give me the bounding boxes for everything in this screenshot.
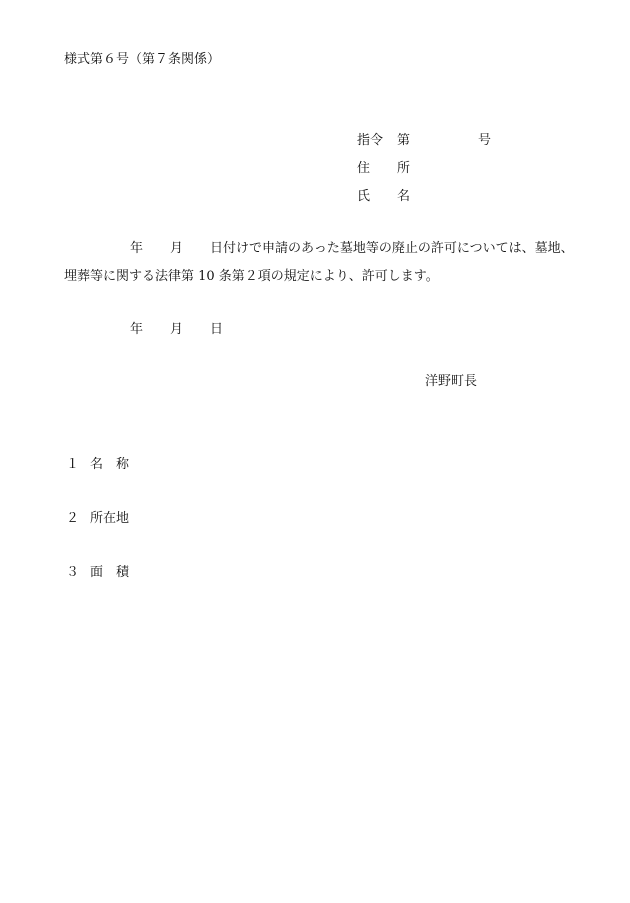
order-prefix: 第: [397, 133, 411, 148]
order-label: 指令: [357, 133, 384, 148]
item-number: １: [66, 457, 80, 472]
list-item: [66, 457, 129, 473]
body-text-line-1: [130, 241, 574, 257]
address-label-1: 住: [357, 161, 371, 176]
item-number: ３: [66, 565, 80, 580]
issue-date: [130, 322, 223, 338]
date-day: 日: [210, 322, 224, 337]
name-label-2: 名: [397, 189, 411, 204]
item-label: 所在地: [90, 511, 130, 526]
item-label: 名 称: [90, 457, 130, 472]
list-item: [66, 511, 129, 527]
name-label-1: 氏: [357, 189, 371, 204]
issuer-name: 洋野町長: [425, 374, 478, 389]
date-month: 月: [170, 322, 184, 337]
item-label: 面 積: [90, 565, 130, 580]
order-suffix: 号: [478, 133, 492, 148]
body-text-line-2: 埋葬等に関する法律第 10 条第２項の規定により、許可します。: [64, 269, 439, 284]
form-number: 様式第６号（第７条関係）: [64, 52, 221, 67]
body-month: 月: [170, 241, 184, 256]
date-year: 年: [130, 322, 144, 337]
list-item: [66, 565, 129, 581]
body-rest: 日付けで申請のあった墓地等の廃止の許可については、墓地、: [210, 241, 574, 256]
item-number: ２: [66, 511, 80, 526]
address-label-2: 所: [397, 161, 411, 176]
body-year: 年: [130, 241, 144, 256]
